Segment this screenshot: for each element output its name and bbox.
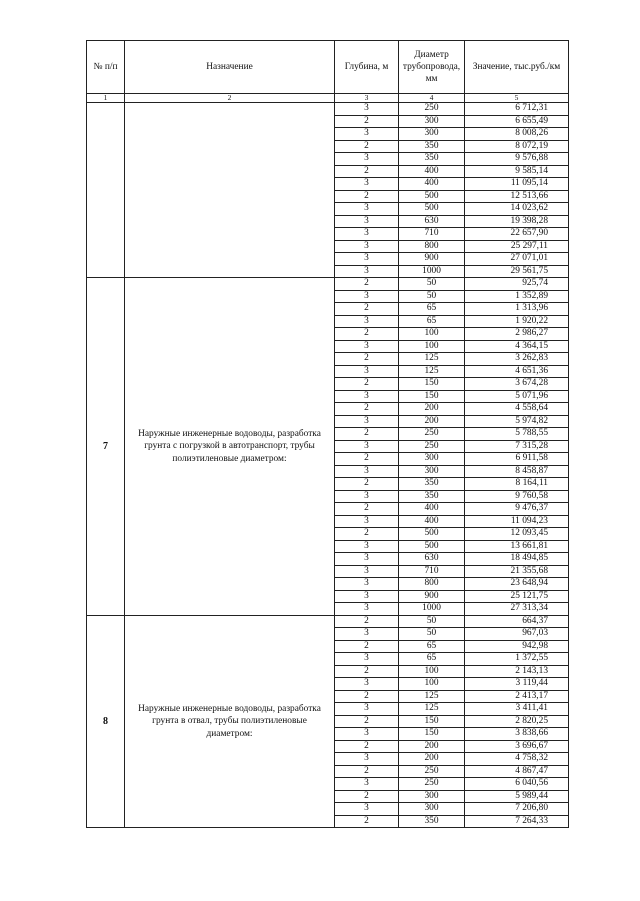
value-cell: 8 458,87 [465,465,569,478]
diameter-cell: 900 [399,253,465,266]
value-cell: 6 655,49 [465,115,569,128]
value-cell: 925,74 [465,278,569,291]
header-value: Значение, тыс.руб./км [465,41,569,94]
value-cell: 3 838,66 [465,728,569,741]
table-header-row [87,41,569,94]
value-cell: 1 372,55 [465,653,569,666]
column-number: 5 [465,94,569,103]
depth-cell: 2 [335,503,399,516]
depth-cell: 2 [335,428,399,441]
depth-cell: 3 [335,553,399,566]
diameter-cell: 65 [399,653,465,666]
value-cell: 3 674,28 [465,378,569,391]
depth-cell: 2 [335,790,399,803]
price-table [86,40,569,828]
diameter-cell: 250 [399,103,465,116]
diameter-cell: 65 [399,315,465,328]
depth-cell: 3 [335,290,399,303]
value-cell: 23 648,94 [465,578,569,591]
depth-cell: 3 [335,390,399,403]
group-description: Наружные инженерные водоводы, разработка грунта с погрузкой в автотранспорт, трубы полиэтиленовые диаметром: [125,278,335,616]
group-description: Наружные инженерные водоводы, разработка грунта в отвал, трубы полиэтиленовые диаметром: [125,615,335,828]
value-cell: 13 661,81 [465,540,569,553]
value-cell: 3 696,67 [465,740,569,753]
value-cell: 5 788,55 [465,428,569,441]
diameter-cell: 630 [399,553,465,566]
depth-cell: 2 [335,328,399,341]
depth-cell: 3 [335,265,399,278]
diameter-cell: 250 [399,778,465,791]
diameter-cell: 200 [399,415,465,428]
table-row [87,278,569,291]
group-description [125,103,335,278]
value-cell: 27 313,34 [465,603,569,616]
value-cell: 8 008,26 [465,128,569,141]
value-cell: 21 355,68 [465,565,569,578]
diameter-cell: 150 [399,728,465,741]
value-cell: 3 119,44 [465,678,569,691]
value-cell: 967,03 [465,628,569,641]
value-cell: 6 712,31 [465,103,569,116]
diameter-cell: 900 [399,590,465,603]
value-cell: 4 867,47 [465,765,569,778]
diameter-cell: 500 [399,528,465,541]
depth-cell: 3 [335,253,399,266]
depth-cell: 3 [335,315,399,328]
diameter-cell: 400 [399,178,465,191]
value-cell: 664,37 [465,615,569,628]
depth-cell: 3 [335,103,399,116]
depth-cell: 2 [335,528,399,541]
depth-cell: 2 [335,715,399,728]
diameter-cell: 350 [399,490,465,503]
depth-cell: 3 [335,578,399,591]
diameter-cell: 300 [399,465,465,478]
depth-cell: 3 [335,728,399,741]
value-cell: 2 413,17 [465,690,569,703]
depth-cell: 3 [335,215,399,228]
depth-cell: 3 [335,678,399,691]
column-number: 3 [335,94,399,103]
depth-cell: 2 [335,303,399,316]
diameter-cell: 200 [399,753,465,766]
depth-cell: 3 [335,203,399,216]
value-cell: 11 094,23 [465,515,569,528]
value-cell: 4 558,64 [465,403,569,416]
depth-cell: 3 [335,415,399,428]
value-cell: 942,98 [465,640,569,653]
diameter-cell: 125 [399,703,465,716]
depth-cell: 3 [335,778,399,791]
value-cell: 3 411,41 [465,703,569,716]
diameter-cell: 150 [399,378,465,391]
diameter-cell: 400 [399,165,465,178]
value-cell: 27 071,01 [465,253,569,266]
value-cell: 8 072,19 [465,140,569,153]
depth-cell: 3 [335,803,399,816]
header-diameter: Диаметр трубопровода, мм [399,41,465,94]
diameter-cell: 1000 [399,603,465,616]
depth-cell: 3 [335,340,399,353]
depth-cell: 2 [335,765,399,778]
value-cell: 25 297,11 [465,240,569,253]
value-cell: 8 164,11 [465,478,569,491]
header-number: № п/п [87,41,125,94]
diameter-cell: 250 [399,428,465,441]
value-cell: 3 262,83 [465,353,569,366]
column-number: 4 [399,94,465,103]
depth-cell: 3 [335,153,399,166]
depth-cell: 2 [335,403,399,416]
diameter-cell: 200 [399,740,465,753]
diameter-cell: 500 [399,203,465,216]
depth-cell: 2 [335,115,399,128]
depth-cell: 3 [335,365,399,378]
diameter-cell: 50 [399,290,465,303]
value-cell: 7 206,80 [465,803,569,816]
table-row [87,103,569,116]
value-cell: 18 494,85 [465,553,569,566]
diameter-cell: 125 [399,690,465,703]
depth-cell: 3 [335,240,399,253]
diameter-cell: 65 [399,640,465,653]
diameter-cell: 125 [399,365,465,378]
diameter-cell: 300 [399,115,465,128]
depth-cell: 2 [335,278,399,291]
depth-cell: 2 [335,190,399,203]
value-cell: 14 023,62 [465,203,569,216]
diameter-cell: 50 [399,628,465,641]
diameter-cell: 800 [399,578,465,591]
diameter-cell: 630 [399,215,465,228]
depth-cell: 3 [335,565,399,578]
header-depth: Глубина, м [335,41,399,94]
diameter-cell: 710 [399,565,465,578]
diameter-cell: 100 [399,328,465,341]
value-cell: 12 093,45 [465,528,569,541]
value-cell: 2 143,13 [465,665,569,678]
depth-cell: 2 [335,478,399,491]
value-cell: 5 974,82 [465,415,569,428]
header-purpose: Назначение [125,41,335,94]
value-cell: 6 040,56 [465,778,569,791]
value-cell: 29 561,75 [465,265,569,278]
depth-cell: 3 [335,490,399,503]
value-cell: 1 920,22 [465,315,569,328]
diameter-cell: 200 [399,403,465,416]
column-number-row [87,94,569,103]
depth-cell: 3 [335,703,399,716]
value-cell: 12 513,66 [465,190,569,203]
value-cell: 4 364,15 [465,340,569,353]
diameter-cell: 250 [399,765,465,778]
diameter-cell: 350 [399,140,465,153]
diameter-cell: 500 [399,190,465,203]
value-cell: 1 313,96 [465,303,569,316]
column-number: 2 [125,94,335,103]
diameter-cell: 100 [399,665,465,678]
depth-cell: 3 [335,440,399,453]
diameter-cell: 300 [399,128,465,141]
depth-cell: 2 [335,615,399,628]
diameter-cell: 1000 [399,265,465,278]
value-cell: 2 986,27 [465,328,569,341]
diameter-cell: 710 [399,228,465,241]
diameter-cell: 350 [399,815,465,828]
depth-cell: 2 [335,640,399,653]
value-cell: 9 760,58 [465,490,569,503]
depth-cell: 2 [335,815,399,828]
diameter-cell: 300 [399,803,465,816]
depth-cell: 2 [335,740,399,753]
value-cell: 6 911,58 [465,453,569,466]
value-cell: 4 651,36 [465,365,569,378]
depth-cell: 2 [335,140,399,153]
depth-cell: 3 [335,540,399,553]
depth-cell: 3 [335,465,399,478]
value-cell: 9 576,88 [465,153,569,166]
depth-cell: 3 [335,178,399,191]
value-cell: 4 758,32 [465,753,569,766]
depth-cell: 2 [335,378,399,391]
depth-cell: 3 [335,590,399,603]
table-row [87,615,569,628]
diameter-cell: 100 [399,340,465,353]
value-cell: 5 071,96 [465,390,569,403]
document-page [86,40,568,828]
diameter-cell: 300 [399,453,465,466]
column-number: 1 [87,94,125,103]
diameter-cell: 50 [399,615,465,628]
diameter-cell: 350 [399,478,465,491]
value-cell: 19 398,28 [465,215,569,228]
value-cell: 25 121,75 [465,590,569,603]
value-cell: 7 264,33 [465,815,569,828]
depth-cell: 2 [335,353,399,366]
depth-cell: 2 [335,453,399,466]
depth-cell: 2 [335,165,399,178]
diameter-cell: 150 [399,390,465,403]
value-cell: 9 585,14 [465,165,569,178]
value-cell: 11 095,14 [465,178,569,191]
diameter-cell: 400 [399,503,465,516]
depth-cell: 3 [335,653,399,666]
diameter-cell: 300 [399,790,465,803]
group-number: 7 [87,278,125,616]
value-cell: 5 989,44 [465,790,569,803]
depth-cell: 3 [335,628,399,641]
diameter-cell: 350 [399,153,465,166]
diameter-cell: 65 [399,303,465,316]
value-cell: 7 315,28 [465,440,569,453]
diameter-cell: 150 [399,715,465,728]
value-cell: 22 657,90 [465,228,569,241]
group-number [87,103,125,278]
depth-cell: 2 [335,690,399,703]
diameter-cell: 500 [399,540,465,553]
depth-cell: 3 [335,515,399,528]
group-number: 8 [87,615,125,828]
depth-cell: 3 [335,128,399,141]
depth-cell: 3 [335,603,399,616]
value-cell: 2 820,25 [465,715,569,728]
diameter-cell: 250 [399,440,465,453]
value-cell: 1 352,89 [465,290,569,303]
value-cell: 9 476,37 [465,503,569,516]
diameter-cell: 125 [399,353,465,366]
depth-cell: 3 [335,228,399,241]
diameter-cell: 800 [399,240,465,253]
diameter-cell: 400 [399,515,465,528]
depth-cell: 2 [335,665,399,678]
diameter-cell: 50 [399,278,465,291]
depth-cell: 3 [335,753,399,766]
diameter-cell: 100 [399,678,465,691]
